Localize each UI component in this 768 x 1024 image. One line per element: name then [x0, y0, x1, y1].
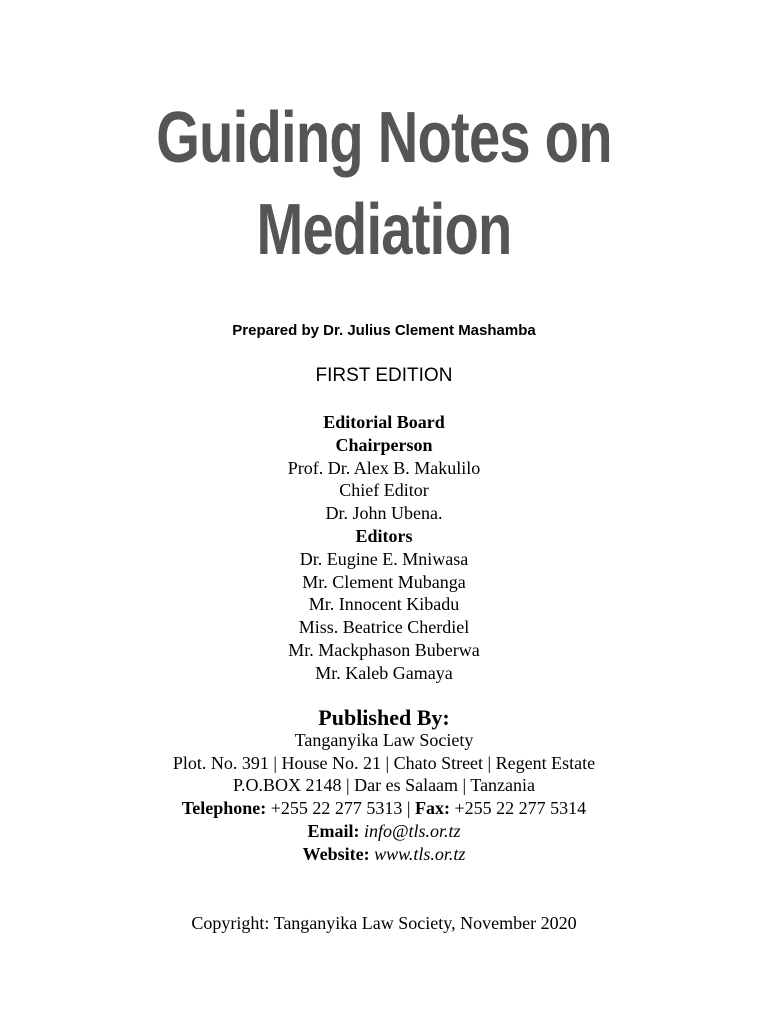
editorial-board [0, 411, 768, 685]
title-line-2: Mediation [256, 190, 512, 270]
email-link[interactable]: info@tls.or.tz [363, 820, 461, 841]
publisher-details [0, 729, 768, 865]
website-link[interactable]: www.tls.or.tz [374, 843, 466, 864]
fax-label: Fax: [414, 798, 450, 819]
contact-website [0, 843, 768, 866]
telephone-value: +255 22 277 5313 [270, 798, 403, 819]
contact-email [0, 820, 768, 843]
editor-name: Mr. Clement Mubanga [302, 571, 466, 592]
editor-name: Mr. Innocent Kibadu [308, 594, 460, 615]
publisher-name: Tanganyika Law Society [294, 730, 474, 750]
edition-label: FIRST EDITION [315, 365, 453, 386]
editor-name: Mr. Kaleb Gamaya [315, 662, 453, 683]
editor-name: Dr. Eugine E. Mniwasa [299, 548, 469, 569]
chief-editor-label: Chief Editor [339, 480, 429, 501]
fax-value: +255 22 277 5314 [454, 798, 587, 819]
prepared-by: Prepared by Dr. Julius Clement Mashamba [232, 322, 536, 339]
email-label: Email: [307, 820, 360, 841]
editors-label: Editors [355, 525, 413, 546]
publisher-pobox: P.O.BOX 2148 | Dar es Salaam | Tanzania [232, 775, 536, 796]
publisher-address: Plot. No. 391 | House No. 21 | Chato Street | Regent Estate [172, 752, 596, 773]
copyright-notice: Copyright: Tanganyika Law Society, November 2020 [191, 913, 577, 933]
editorial-board-heading: Editorial Board [323, 412, 445, 432]
telephone-label: Telephone: [181, 798, 267, 819]
document-title [84, 92, 683, 276]
contact-separator: | [406, 798, 411, 819]
published-by-heading: Published By: [318, 705, 450, 730]
chairperson-label: Chairperson [335, 434, 433, 455]
website-label: Website: [302, 843, 370, 864]
chairperson-name: Prof. Dr. Alex B. Makulilo [287, 457, 481, 478]
chief-editor-name: Dr. John Ubena. [325, 503, 443, 524]
editor-name: Miss. Beatrice Cherdiel [298, 617, 470, 638]
contact-phone-fax [0, 797, 768, 820]
editor-name: Mr. Mackphason Buberwa [288, 639, 480, 660]
title-line-1: Guiding Notes on [156, 98, 612, 178]
